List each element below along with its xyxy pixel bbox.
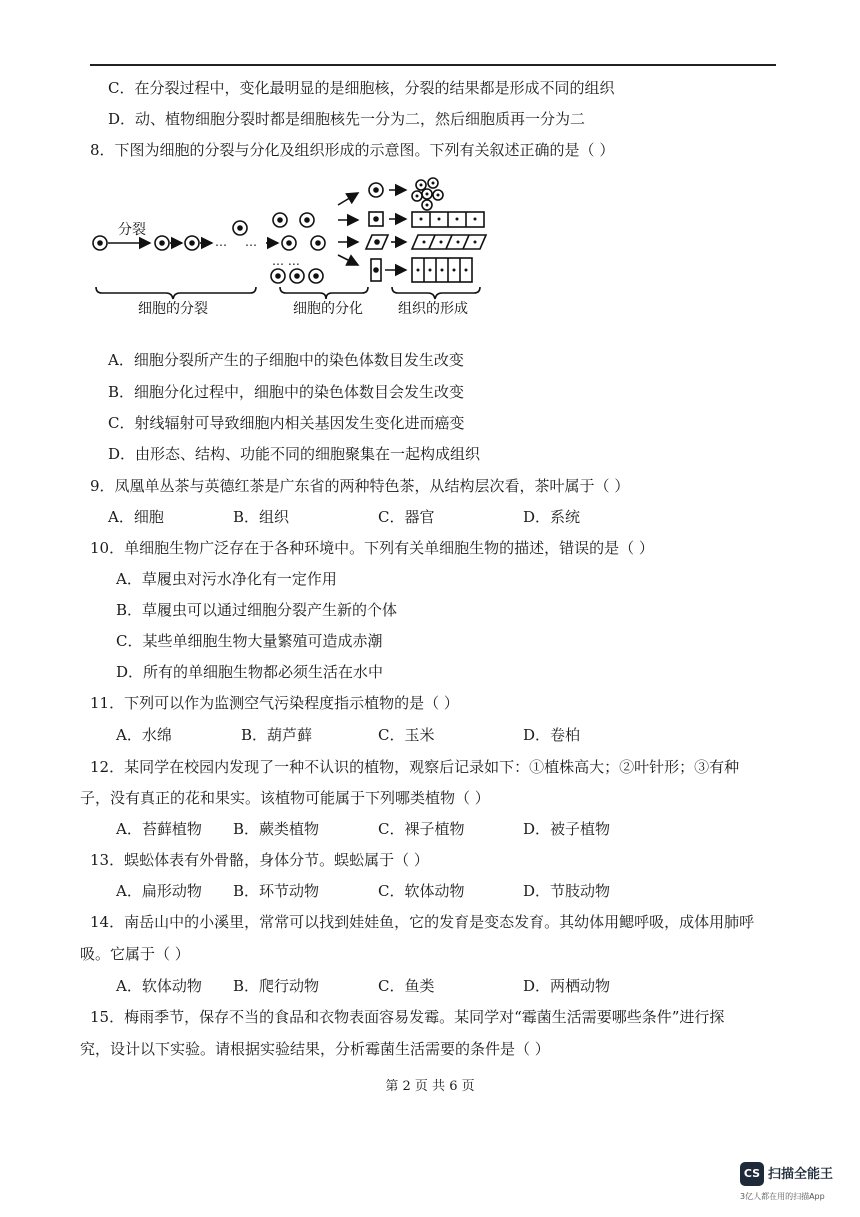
q12-options	[116, 819, 676, 839]
q12-stem-line2: 子，没有真正的花和果实。该植物可能属于下列哪类植物（ ）	[80, 789, 490, 807]
q13-stem: 13．蜈蚣体表有外骨骼，身体分节。蜈蚣属于（ ）	[90, 851, 429, 869]
q13-option-d: D．节肢动物	[523, 882, 611, 900]
q12-option-b: B．蕨类植物	[233, 820, 320, 838]
watermark-subtitle: 3亿人都在用的扫描App	[740, 1192, 825, 1201]
q14-option-c: C．鱼类	[378, 977, 435, 995]
q14-option-d: D．两栖动物	[523, 977, 611, 995]
q9-options	[108, 507, 668, 527]
q11-options	[116, 725, 676, 745]
q9-option-b: B．组织	[233, 508, 290, 526]
q11-stem: 11．下列可以作为监测空气污染程度指示植物的是（ ）	[90, 694, 459, 712]
cell-division-differentiation-figure	[88, 175, 488, 325]
q12-option-c: C．裸子植物	[378, 820, 465, 838]
label-tissue-formation: 组织的形成	[398, 301, 468, 317]
q13-option-b: B．环节动物	[233, 882, 320, 900]
q9-option-a: A．细胞	[108, 508, 164, 526]
q10-option-a: A．草履虫对污水净化有一定作用	[116, 570, 337, 588]
q10-option-b: B．草履虫可以通过细胞分裂产生新的个体	[116, 601, 398, 619]
q8-option-b: B．细胞分化过程中，细胞中的染色体数目会发生改变	[108, 383, 465, 401]
q11-option-a: A．水绵	[116, 726, 172, 744]
q13-option-c: C．软体动物	[378, 882, 465, 900]
q7-option-c: C．在分裂过程中，变化最明显的是细胞核，分裂的结果都是形成不同的组织	[108, 79, 615, 97]
q8-option-a: A．细胞分裂所产生的子细胞中的染色体数目发生改变	[108, 351, 464, 369]
q12-option-d: D．被子植物	[523, 820, 611, 838]
camscanner-logo-icon: CS	[740, 1162, 764, 1186]
svg-text:… …: … …	[272, 254, 300, 268]
q14-option-b: B．爬行动物	[233, 977, 320, 995]
page-footer: 第 2 页 共 6 页	[385, 1079, 475, 1094]
q15-stem-line1: 15．梅雨季节，保存不当的食品和衣物表面容易发霉。某同学对“霉菌生活需要哪些条件”进行探	[90, 1008, 725, 1026]
watermark-brand: 扫描全能王	[768, 1167, 834, 1182]
label-cell-differentiation: 细胞的分化	[293, 301, 363, 317]
top-rule	[90, 64, 776, 66]
q11-option-c: C．玉米	[378, 726, 435, 744]
q14-stem-line2: 吸。它属于（ ）	[80, 945, 190, 963]
svg-text:…: …	[245, 235, 257, 249]
q14-stem-line1: 14．南岳山中的小溪里，常常可以找到娃娃鱼，它的发育是变态发育。其幼体用鳃呼吸，成体用肺呼	[90, 913, 755, 931]
q10-option-c: C．某些单细胞生物大量繁殖可造成赤潮	[116, 632, 383, 650]
q14-option-a: A．软体动物	[116, 977, 202, 995]
q12-stem-line1: 12．某同学在校园内发现了一种不认识的植物，观察后记录如下：①植株高大；②叶针形；③有种	[90, 758, 740, 776]
svg-text:…: …	[215, 235, 227, 249]
q9-option-c: C．器官	[378, 508, 435, 526]
q7-option-d: D．动、植物细胞分裂时都是细胞核先一分为二，然后细胞质再一分为二	[108, 110, 586, 128]
q14-options	[116, 976, 676, 996]
q13-option-a: A．扁形动物	[116, 882, 202, 900]
q8-option-d: D．由形态、结构、功能不同的细胞聚集在一起构成组织	[108, 445, 481, 463]
q8-option-c: C．射线辐射可导致细胞内相关基因发生变化进而癌变	[108, 414, 465, 432]
q10-stem: 10．单细胞生物广泛存在于各种环境中。下列有关单细胞生物的描述，错误的是（ ）	[90, 539, 654, 557]
q9-stem: 9．凤凰单丛茶与英德红茶是广东省的两种特色茶，从结构层次看，茶叶属于（ ）	[90, 477, 630, 495]
q11-option-d: D．卷柏	[523, 726, 581, 744]
q12-option-a: A．苔藓植物	[116, 820, 202, 838]
q8-stem: 8．下图为细胞的分裂与分化及组织形成的示意图。下列有关叙述正确的是（ ）	[90, 141, 615, 159]
q13-options	[116, 881, 676, 901]
q9-option-d: D．系统	[523, 508, 581, 526]
q15-stem-line2: 究，设计以下实验。请根据实验结果，分析霉菌生活需要的条件是（ ）	[80, 1040, 550, 1058]
label-cell-division: 细胞的分裂	[138, 301, 208, 317]
division-arrow-label: 分裂	[118, 222, 146, 238]
q10-option-d: D．所有的单细胞生物都必须生活在水中	[116, 663, 384, 681]
q11-option-b: B．葫芦藓	[241, 726, 313, 744]
